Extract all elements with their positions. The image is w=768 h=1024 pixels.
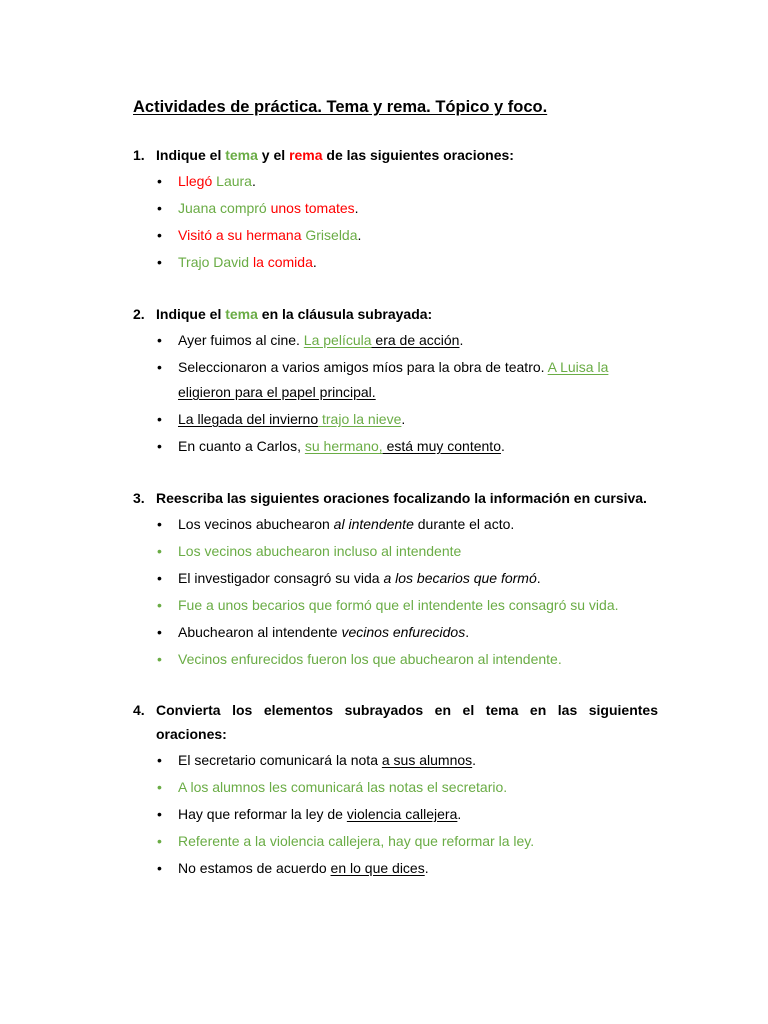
document-page [133, 98, 658, 908]
text-span: . [457, 806, 462, 822]
document-title: Actividades de práctica. Tema y rema. Tópico y foco. [133, 98, 548, 116]
tema-span: Trajo David [178, 254, 250, 270]
exercise-4-list [133, 748, 658, 882]
bullet-icon: • [157, 358, 162, 375]
list-item [133, 434, 658, 460]
bullet-icon: • [157, 254, 162, 270]
exercise-3-list [133, 512, 658, 673]
bullet-icon: • [157, 833, 162, 849]
text-span: No estamos de acuerdo [178, 860, 331, 876]
underlined-span: está muy contento [382, 438, 501, 454]
text-span: . [401, 411, 406, 427]
text-span: Abuchearon al intendente [178, 623, 342, 640]
exercise-2-heading [133, 302, 658, 326]
underlined-span: en lo que dices [330, 860, 425, 876]
exercise-2 [133, 302, 658, 460]
exercise-4 [133, 698, 658, 882]
exercise-2-list [133, 328, 658, 460]
exercise-1-heading [133, 143, 658, 167]
text-span: . [312, 254, 317, 270]
rema-span: Visitó a su hermana [178, 227, 302, 243]
text-span: El investigador consagró su vida [178, 569, 384, 586]
text-span: . [424, 860, 429, 876]
text-span: y el [257, 147, 290, 163]
bullet-icon: • [157, 806, 162, 822]
exercise-number: 2. [133, 305, 145, 322]
bullet-icon: • [157, 650, 162, 667]
exercise-instruction [156, 302, 658, 326]
list-item [133, 223, 658, 249]
answer-text: A los alumnos les comunicará las notas el secretario. [178, 779, 508, 795]
bullet-icon: • [157, 438, 162, 454]
text-span: durante el acto. [413, 515, 515, 532]
text-span: . [500, 438, 505, 454]
list-item [133, 856, 658, 882]
tema-span: su hermano, [304, 438, 383, 454]
text-span: Indique el [156, 147, 226, 163]
text-span: . [536, 569, 541, 586]
italic-span: a los becarios que formó [383, 569, 537, 586]
text-span: . [472, 752, 477, 768]
exercise-number: 1. [133, 147, 145, 163]
list-item [133, 802, 658, 828]
list-item [133, 407, 658, 433]
bullet-icon: • [157, 752, 162, 768]
answer-item [133, 775, 658, 801]
tema-span: trajo la nieve [318, 411, 402, 427]
list-item [133, 566, 658, 592]
italic-span: vecinos enfurecidos [341, 623, 466, 640]
list-item [133, 512, 658, 538]
bullet-icon: • [157, 779, 162, 795]
bullet-icon: • [157, 860, 162, 876]
exercise-number: 4. [133, 702, 145, 718]
list-item [133, 250, 658, 276]
answer-item [133, 539, 658, 565]
answer-item [133, 647, 658, 673]
rema-span: Llegó [178, 173, 213, 189]
underlined-span: era de acción [371, 331, 460, 348]
answer-text: Los vecinos abuchearon incluso al intendente [178, 542, 462, 559]
bullet-icon: • [157, 331, 162, 348]
underlined-span: La llegada del invierno [178, 411, 319, 427]
bullet-icon: • [157, 411, 162, 427]
rema-span: la comida [249, 254, 313, 270]
bullet-icon: • [157, 569, 162, 586]
text-span: Seleccionaron a varios amigos míos para la obra de teatro. [178, 358, 548, 375]
underlined-span: eligieron para el papel principal. [178, 384, 376, 400]
rema-span: unos tomates [266, 200, 355, 216]
list-item [133, 355, 658, 406]
list-item [133, 620, 658, 646]
text-span: . [357, 227, 362, 243]
bullet-icon: • [157, 596, 162, 613]
tema-span: Griselda [301, 227, 358, 243]
text-span: Hay que reformar la ley de [178, 806, 347, 822]
text-span: . [465, 623, 470, 640]
underlined-span: violencia callejera [346, 806, 458, 822]
answer-item [133, 593, 658, 619]
exercise-instruction [156, 143, 658, 167]
italic-span: al intendente [333, 515, 414, 532]
bullet-icon: • [157, 623, 162, 640]
answer-item [133, 829, 658, 855]
rema-word: rema [289, 147, 323, 163]
exercise-instruction: Convierta los elementos subrayados en el tema en las siguientes oraciones: [156, 702, 658, 742]
text-span: . [354, 200, 359, 216]
bullet-icon: • [157, 200, 162, 216]
exercise-number: 3. [133, 489, 145, 506]
answer-text: Referente a la violencia callejera, hay que reformar la ley. [178, 833, 535, 849]
exercise-3-heading [133, 486, 658, 510]
text-span: Los vecinos abuchearon [178, 515, 334, 532]
bullet-icon: • [157, 227, 162, 243]
answer-text: Vecinos enfurecidos fueron los que abuchearon al intendente. [178, 650, 562, 667]
bullet-icon: • [157, 542, 162, 559]
tema-span: A Luisa la [547, 358, 609, 375]
tema-word: tema [225, 305, 258, 322]
tema-span: La película [303, 331, 372, 348]
text-span: El secretario comunicará la nota [178, 752, 382, 768]
exercise-1 [133, 143, 658, 276]
list-item [133, 196, 658, 222]
tema-word: tema [225, 147, 258, 163]
answer-text: Fue a unos becarios que formó que el intendente les consagró su vida. [178, 596, 619, 613]
bullet-icon: • [157, 515, 162, 532]
bullet-icon: • [157, 173, 162, 189]
text-span: . [251, 173, 256, 189]
list-item [133, 328, 658, 354]
underlined-span: a sus alumnos [381, 752, 473, 768]
list-item [133, 748, 658, 774]
exercise-3 [133, 486, 658, 673]
text-span: Indique el [156, 305, 226, 322]
exercise-1-list [133, 169, 658, 276]
text-span: en la cláusula subrayada: [257, 305, 433, 322]
text-span: Ayer fuimos al cine. [178, 331, 304, 348]
list-item [133, 169, 658, 195]
exercise-4-heading [133, 698, 658, 746]
text-span: . [459, 331, 464, 348]
text-span: En cuanto a Carlos, [178, 438, 305, 454]
text-span: de las siguientes oraciones: [322, 147, 514, 163]
exercise-instruction: Reescriba las siguientes oraciones focalizando la información en cursiva. [156, 489, 647, 506]
tema-span: Juana compró [178, 200, 267, 216]
tema-span: Laura [212, 173, 252, 189]
